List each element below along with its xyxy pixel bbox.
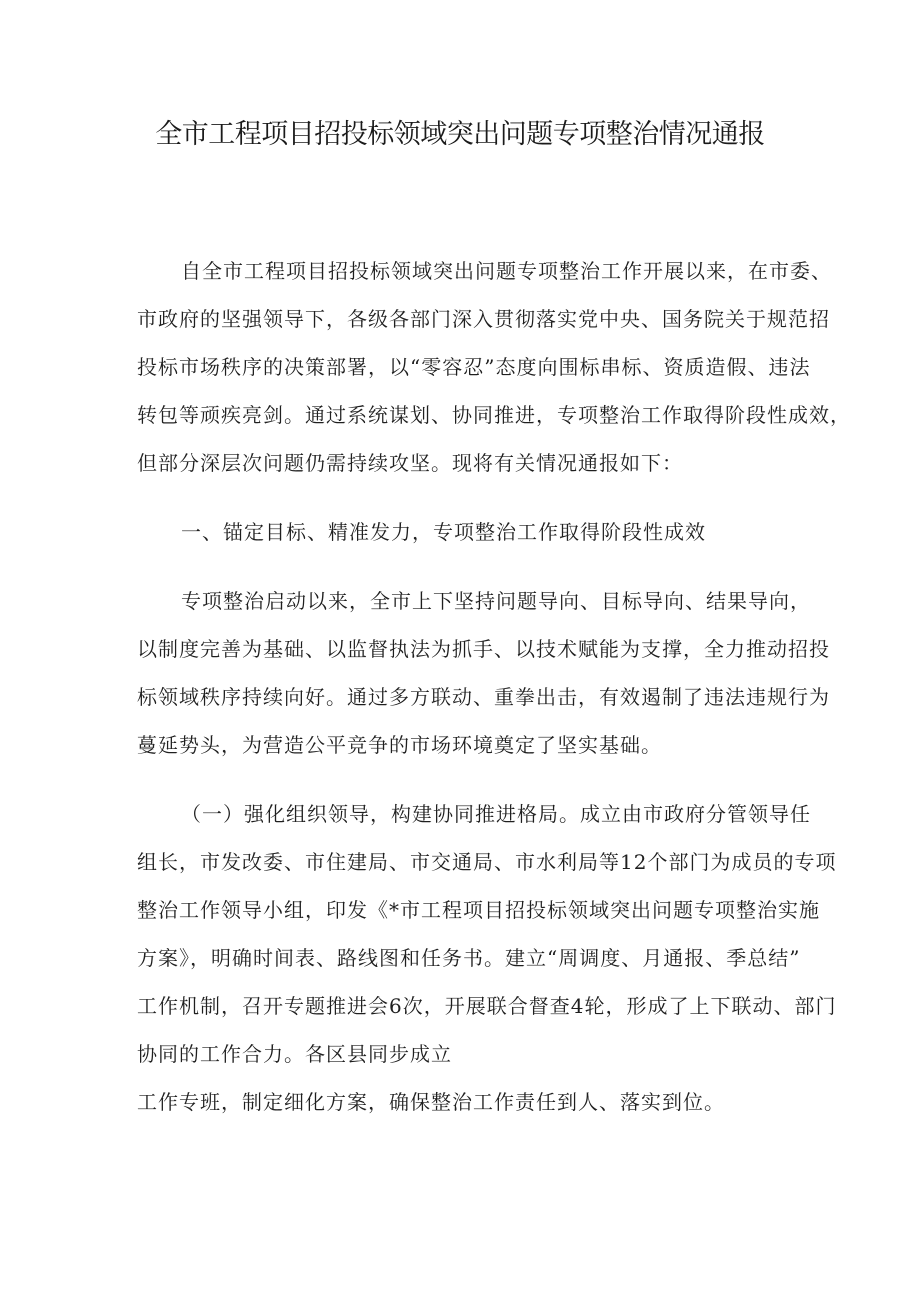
paragraph-3-line-7: 工作专班，制定细化方案，确保整治工作责任到人、落实到位。 (137, 1090, 725, 1114)
paragraph-1-line-2: 市政府的坚强领导下，各级各部门深入贯彻落实党中央、国务院关于规范招 (137, 307, 830, 331)
document-title: 全市工程项目招投标领域突出问题专项整治情况通报 (155, 119, 765, 150)
paragraph-1-line-1: 自全市工程项目招投标领域突出问题专项整治工作开展以来，在市委、 (181, 259, 832, 283)
paragraph-1-line-3: 投标市场秩序的决策部署，以“零容忍”态度向围标串标、资质造假、违法 (137, 355, 811, 379)
section-heading-1: 一、锚定目标、精准发力，专项整治工作取得阶段性成效 (181, 520, 706, 544)
paragraph-3-line-2: 组长，市发改委、市住建局、市交通局、市水利局等12个部门为成员的专项 (137, 850, 837, 874)
paragraph-2-line-2: 以制度完善为基础、以监督执法为抓手、以技术赋能为支撑，全力推动招投 (137, 637, 830, 661)
paragraph-3-line-4: 方案》，明确时间表、路线图和任务书。建立“周调度、月通报、季总结” (137, 946, 801, 970)
paragraph-3-line-5: 工作机制，召开专题推进会6次，开展联合督查4轮，形成了上下联动、部门 (137, 994, 837, 1018)
paragraph-2-line-4: 蔓延势头，为营造公平竞争的市场环境奠定了坚实基础。 (137, 733, 662, 757)
paragraph-3-line-3: 整治工作领导小组，印发《*市工程项目招投标领域突出问题专项整治实施 (137, 898, 820, 922)
paragraph-2-line-3: 标领域秩序持续向好。通过多方联动、重拳出击，有效遏制了违法违规行为 (137, 685, 830, 709)
paragraph-1-line-5: 但部分深层次问题仍需持续攻坚。现将有关情况通报如下： (137, 451, 683, 475)
paragraph-3-line-1: （一）强化组织领导，构建协同推进格局。成立由市政府分管领导任 (181, 802, 811, 826)
paragraph-2-line-1: 专项整治启动以来，全市上下坚持问题导向、目标导向、结果导向， (181, 589, 811, 613)
paragraph-3-line-6: 协同的工作合力。各区县同步成立 (137, 1042, 452, 1066)
paragraph-1-line-4: 转包等顽疾亮剑。通过系统谋划、协同推进，专项整治工作取得阶段性成效， (137, 403, 851, 427)
